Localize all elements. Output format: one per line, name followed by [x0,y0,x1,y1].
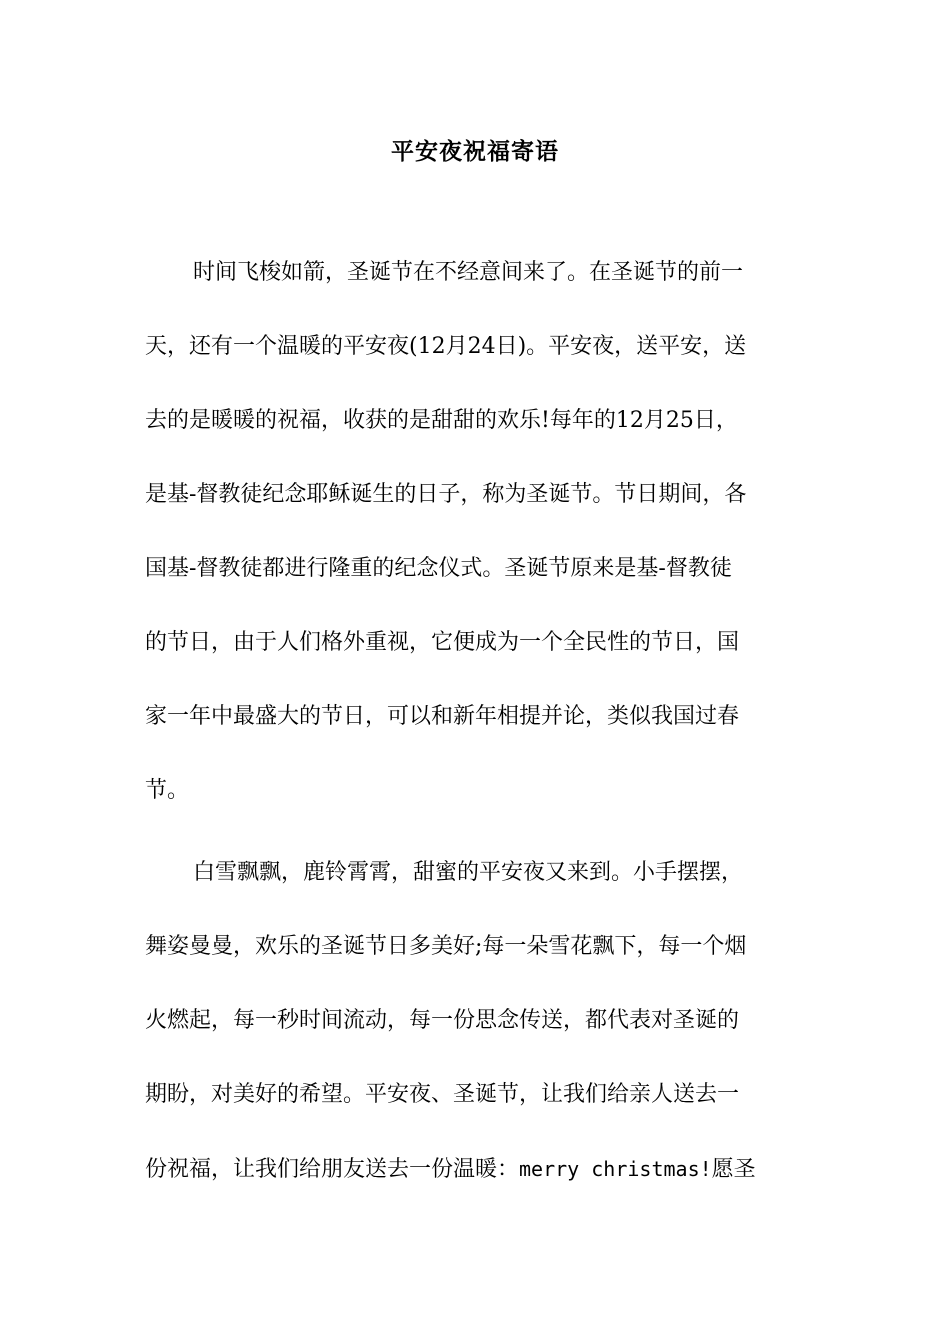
paragraph-line: 节。 [145,778,190,803]
paragraph-line: 去的是暖暖的祝福，收获的是甜甜的欢乐!每年的12月25日， [145,408,738,433]
english-greeting: merry christmas! [519,1157,712,1181]
paragraph-1 [145,236,805,828]
paragraph-line: 火燃起，每一秒时间流动，每一份思念传送，都代表对圣诞的 [145,1008,740,1033]
paragraph-line: 天，还有一个温暖的平安夜(12月24日)。平安夜，送平安，送 [145,334,747,359]
paragraph-line: 是基-督教徒纪念耶稣诞生的日子，称为圣诞节。节日期间，各 [145,482,747,507]
paragraph-line: 家一年中最盛大的节日，可以和新年相提并论，类似我国过春 [145,704,740,729]
document-title: 平安夜祝福寄语 [391,138,559,165]
paragraph-line-last [145,1132,805,1206]
paragraph-line: 国基-督教徒都进行隆重的纪念仪式。圣诞节原来是基-督教徒 [145,556,732,581]
line-text-suffix: 愿圣 [711,1157,756,1182]
paragraph-line: 的节日，由于人们格外重视，它便成为一个全民性的节日，国 [145,630,740,655]
paragraph-line: 舞姿曼曼，欢乐的圣诞节日多美好;每一朵雪花飘下，每一个烟 [145,934,747,959]
paragraph-line: 白雪飘飘，鹿铃霄霄，甜蜜的平安夜又来到。小手摆摆， [193,860,744,885]
paragraph-line: 期盼，对美好的希望。平安夜、圣诞节，让我们给亲人送去一 [145,1082,740,1107]
paragraph-2 [145,836,805,1206]
paragraph-line: 时间飞梭如箭，圣诞节在不经意间来了。在圣诞节的前一 [193,260,744,285]
line-text-prefix: 份祝福，让我们给朋友送去一份温暖： [145,1157,520,1182]
